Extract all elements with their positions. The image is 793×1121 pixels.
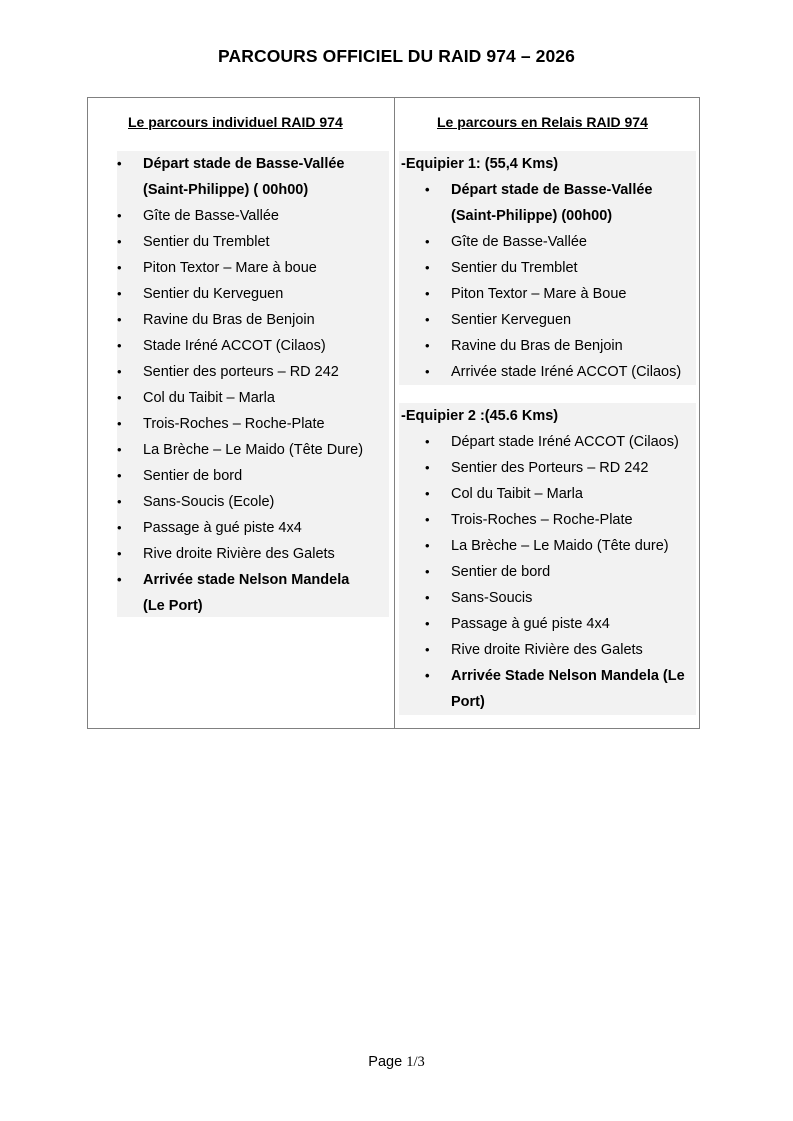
- relay-heading: Le parcours en Relais RAID 974: [437, 114, 648, 130]
- list-item: • La Brèche – Le Maido (Tête Dure): [117, 437, 367, 463]
- individual-heading: Le parcours individuel RAID 974: [128, 114, 343, 130]
- team2-heading: -Equipier 2 :(45.6 Kms): [401, 408, 559, 424]
- list-item: • Arrivée stade Nelson Mandela (Le Port): [117, 567, 367, 619]
- list-item: • Départ stade Iréné ACCOT (Cilaos): [425, 429, 687, 455]
- list-item: • Stade Iréné ACCOT (Cilaos): [117, 333, 367, 359]
- list-item: • Sans-Soucis (Ecole): [117, 489, 367, 515]
- list-item: • Sentier du Tremblet: [117, 229, 367, 255]
- list-item: • Sans-Soucis: [425, 585, 687, 611]
- list-item: • Trois-Roches – Roche-Plate: [425, 507, 687, 533]
- list-item: • Sentier de bord: [117, 463, 367, 489]
- page-footer: [0, 1054, 793, 1071]
- list-item: • Rive droite Rivière des Galets: [425, 637, 687, 663]
- team1-panel: [399, 151, 696, 385]
- individual-list: [117, 151, 367, 619]
- team2-list: [425, 429, 687, 715]
- list-item: • Départ stade de Basse-Vallée (Saint-Philippe) ( 00h00): [117, 151, 367, 203]
- list-item: • Sentier de bord: [425, 559, 687, 585]
- list-item: • Gîte de Basse-Vallée: [117, 203, 367, 229]
- list-item: • Piton Textor – Mare à Boue: [425, 281, 687, 307]
- list-item: • Col du Taibit – Marla: [425, 481, 687, 507]
- team1-heading: -Equipier 1: (55,4 Kms): [401, 156, 559, 172]
- list-item: • Trois-Roches – Roche-Plate: [117, 411, 367, 437]
- list-item: • Gîte de Basse-Vallée: [425, 229, 687, 255]
- column-divider: [394, 98, 395, 728]
- list-item: • Arrivée stade Iréné ACCOT (Cilaos): [425, 359, 687, 385]
- list-item: • Arrivée Stade Nelson Mandela (Le Port): [425, 663, 687, 715]
- list-item: • Sentier des porteurs – RD 242: [117, 359, 367, 385]
- list-item: • Piton Textor – Mare à boue: [117, 255, 367, 281]
- route-table: [87, 97, 700, 729]
- list-item: • Ravine du Bras de Benjoin: [425, 333, 687, 359]
- list-item: • Sentier du Kerveguen: [117, 281, 367, 307]
- list-item: • Col du Taibit – Marla: [117, 385, 367, 411]
- list-item: • Départ stade de Basse-Vallée (Saint-Philippe) (00h00): [425, 177, 687, 229]
- list-item: • Sentier Kerveguen: [425, 307, 687, 333]
- list-item: • Sentier du Tremblet: [425, 255, 687, 281]
- individual-list-panel: [117, 151, 389, 617]
- page-label: Page: [368, 1054, 403, 1070]
- list-item: • La Brèche – Le Maido (Tête dure): [425, 533, 687, 559]
- team2-panel: [399, 403, 696, 715]
- list-item: • Ravine du Bras de Benjoin: [117, 307, 367, 333]
- list-item: • Rive droite Rivière des Galets: [117, 541, 367, 567]
- team1-list: [425, 177, 687, 385]
- list-item: • Passage à gué piste 4x4: [425, 611, 687, 637]
- list-item: • Sentier des Porteurs – RD 242: [425, 455, 687, 481]
- page-number: 1/3: [406, 1054, 425, 1070]
- list-item: • Passage à gué piste 4x4: [117, 515, 367, 541]
- document-title: PARCOURS OFFICIEL DU RAID 974 – 2026: [218, 46, 575, 66]
